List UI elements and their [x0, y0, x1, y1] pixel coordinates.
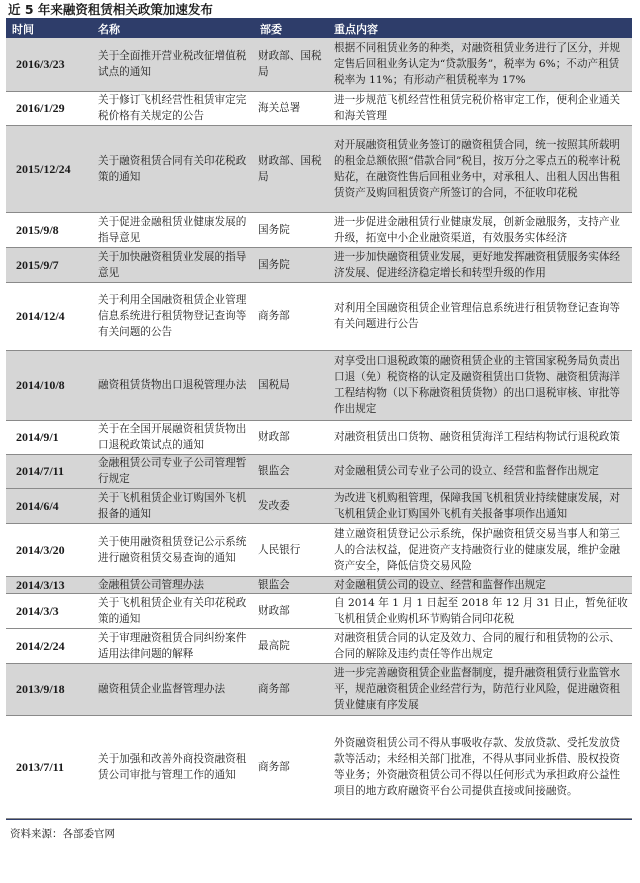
- cell-content: 对金融租赁公司的设立、经营和监督作出规定: [328, 576, 632, 593]
- table-title: 近 5 年来融资租赁相关政策加速发布: [6, 0, 632, 20]
- cell-content: 对开展融资租赁业务签订的融资租赁合同，统一按照其所载明的租金总额依照“借款合同”税目，按万分之零点五的税率计税贴花，在融资性售后回租业务中，对承租人、出租人因出售租赁资产及购回租赁资产所签订的合同，不征收印花税: [328, 125, 632, 212]
- cell-dept: 财政部、国税局: [254, 38, 328, 91]
- cell-content: 为改进飞机购租管理，保障我国飞机租赁业持续健康发展，对飞机租赁企业订购国外飞机有关报备事项作出通知: [328, 488, 632, 523]
- cell-content: 进一步规范飞机经营性租赁完税价格审定工作，便利企业通关和海关管理: [328, 91, 632, 125]
- cell-dept: 财政部: [254, 420, 328, 454]
- table-row: [6, 454, 632, 488]
- table-row: [6, 576, 632, 593]
- cell-dept: 国税局: [254, 350, 328, 420]
- cell-dept: 国务院: [254, 247, 328, 282]
- cell-name: 关于促进金融租赁业健康发展的指导意见: [92, 212, 254, 247]
- cell-content: 建立融资租赁登记公示系统，保护融资租赁交易当事人和第三人的合法权益，促进资产支持融资行业的健康发展，维护金融资产安全，降低信贷交易风险: [328, 523, 632, 576]
- cell-dept: 海关总署: [254, 91, 328, 125]
- cell-content: 对利用全国融资租赁企业管理信息系统进行租赁物登记查询等有关问题进行公告: [328, 282, 632, 350]
- cell-dept: 银监会: [254, 576, 328, 593]
- cell-dept: 商务部: [254, 663, 328, 715]
- cell-content: 对享受出口退税政策的融资租赁企业的主管国家税务局负责出口退（免）税资格的认定及融资租赁出口货物、融资租赁海洋工程结构物（以下称融资租赁货物）的出口退税审核、审批等作出规定: [328, 350, 632, 420]
- cell-content: 进一步促进金融租赁行业健康发展，创新金融服务，支持产业升级，拓宽中小企业融资渠道，有效服务实体经济: [328, 212, 632, 247]
- cell-content: 外资融资租赁公司不得从事吸收存款、发放贷款、受托发放贷款等活动；未经相关部门批准，不得从事同业拆借、股权投资等业务；外资融资租赁公司不得以任何形式为承担政府公益性项目的地方政府融资平台公司提供直接或间接融资。: [328, 715, 632, 818]
- table-row: [6, 212, 632, 247]
- cell-date: 2015/12/24: [6, 125, 92, 212]
- cell-name: 关于利用全国融资租赁企业管理信息系统进行租赁物登记查询等有关问题的公告: [92, 282, 254, 350]
- cell-name: 关于飞机租赁企业订购国外飞机报备的通知: [92, 488, 254, 523]
- table-row: [6, 247, 632, 282]
- header-content: 重点内容: [328, 20, 632, 38]
- cell-dept: 商务部: [254, 715, 328, 818]
- table-row: [6, 593, 632, 628]
- cell-date: 2013/7/11: [6, 715, 92, 818]
- cell-dept: 人民银行: [254, 523, 328, 576]
- cell-date: 2016/1/29: [6, 91, 92, 125]
- table-row: [6, 38, 632, 91]
- cell-name: 金融租赁公司管理办法: [92, 576, 254, 593]
- cell-name: 金融租赁公司专业子公司管理暂行规定: [92, 454, 254, 488]
- table-row: [6, 91, 632, 125]
- cell-content: 根据不同租赁业务的种类，对融资租赁业务进行了区分，并规定售后回租业务认定为“贷款服务”，税率为 6%；不动产租赁税率为 11%；有形动产租赁税率为 17%: [328, 38, 632, 91]
- cell-dept: 财政部、国税局: [254, 125, 328, 212]
- cell-date: 2014/2/24: [6, 628, 92, 663]
- cell-content: 对融资租赁出口货物、融资租赁海洋工程结构物试行退税政策: [328, 420, 632, 454]
- policy-table: [6, 20, 632, 819]
- cell-date: 2015/9/7: [6, 247, 92, 282]
- table-row: [6, 420, 632, 454]
- cell-dept: 发改委: [254, 488, 328, 523]
- cell-date: 2013/9/18: [6, 663, 92, 715]
- cell-name: 关于飞机租赁企业有关印花税政策的通知: [92, 593, 254, 628]
- table-header: [6, 20, 632, 38]
- cell-name: 融资租赁货物出口退税管理办法: [92, 350, 254, 420]
- cell-content: 进一步完善融资租赁企业监督制度，提升融资租赁行业监管水平，规范融资租赁企业经营行为，防范行业风险，促进融资租赁业健康有序发展: [328, 663, 632, 715]
- table-row: [6, 523, 632, 576]
- cell-name: 融资租赁企业监督管理办法: [92, 663, 254, 715]
- cell-content: 对融资租赁合同的认定及效力、合同的履行和租赁物的公示、合同的解除及违约责任等作出规定: [328, 628, 632, 663]
- cell-date: 2016/3/23: [6, 38, 92, 91]
- cell-date: 2014/12/4: [6, 282, 92, 350]
- cell-date: 2014/6/4: [6, 488, 92, 523]
- header-name: 名称: [92, 20, 254, 38]
- cell-date: 2015/9/8: [6, 212, 92, 247]
- cell-name: 关于融资租赁合同有关印花税政策的通知: [92, 125, 254, 212]
- cell-dept: 商务部: [254, 282, 328, 350]
- cell-dept: 最高院: [254, 628, 328, 663]
- cell-dept: 财政部: [254, 593, 328, 628]
- cell-name: 关于审理融资租赁合同纠纷案件适用法律问题的解释: [92, 628, 254, 663]
- cell-date: 2014/3/13: [6, 576, 92, 593]
- cell-name: 关于修订飞机经营性租赁审定完税价格有关规定的公告: [92, 91, 254, 125]
- cell-dept: 银监会: [254, 454, 328, 488]
- table-row: [6, 488, 632, 523]
- cell-content: 自 2014 年 1 月 1 日起至 2018 年 12 月 31 日止，暂免征收飞机租赁企业购机环节购销合同印花税: [328, 593, 632, 628]
- cell-date: 2014/7/11: [6, 454, 92, 488]
- table-row: [6, 663, 632, 715]
- cell-dept: 国务院: [254, 212, 328, 247]
- cell-date: 2014/10/8: [6, 350, 92, 420]
- cell-date: 2014/3/3: [6, 593, 92, 628]
- table-row: [6, 350, 632, 420]
- cell-date: 2014/9/1: [6, 420, 92, 454]
- cell-name: 关于在全国开展融资租赁货物出口退税政策试点的通知: [92, 420, 254, 454]
- table-row: [6, 125, 632, 212]
- cell-name: 关于加快融资租赁业发展的指导意见: [92, 247, 254, 282]
- header-dept: 部委: [254, 20, 328, 38]
- table-row: [6, 715, 632, 818]
- cell-name: 关于使用融资租赁登记公示系统进行融资租赁交易查询的通知: [92, 523, 254, 576]
- header-date: 时间: [6, 20, 92, 38]
- table-row: [6, 628, 632, 663]
- cell-name: 关于加强和改善外商投资融资租赁公司审批与管理工作的通知: [92, 715, 254, 818]
- cell-date: 2014/3/20: [6, 523, 92, 576]
- cell-content: 对金融租赁公司专业子公司的设立、经营和监督作出规定: [328, 454, 632, 488]
- cell-name: 关于全面推开营业税改征增值税试点的通知: [92, 38, 254, 91]
- table-row: [6, 282, 632, 350]
- cell-content: 进一步加快融资租赁业发展，更好地发挥融资租赁服务实体经济发展、促进经济稳定增长和转型升级的作用: [328, 247, 632, 282]
- source-note: 资料来源：各部委官网: [6, 819, 632, 841]
